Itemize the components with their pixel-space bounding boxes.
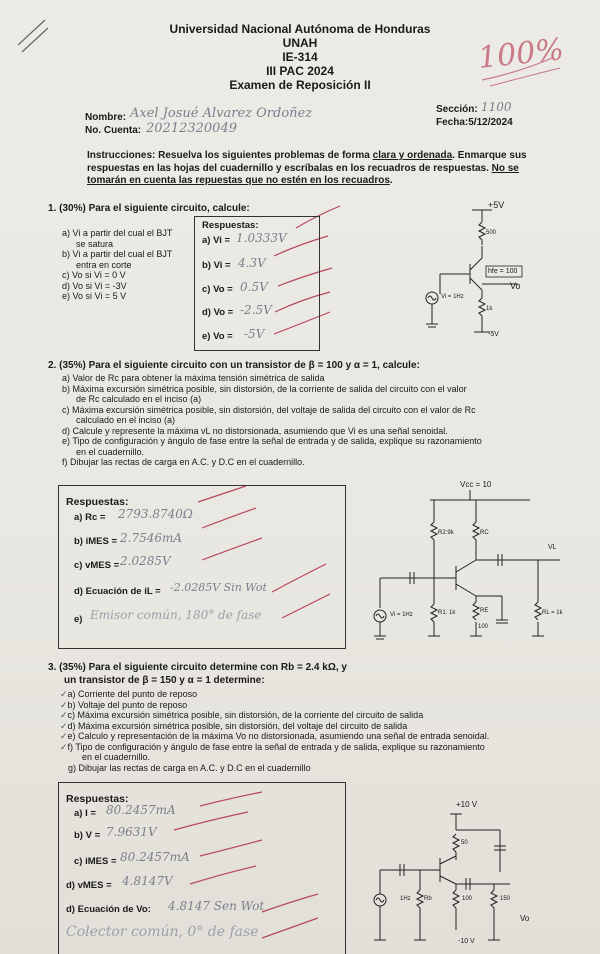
q3-title-line1: 3. (35%) Para el siguiente circuito determine con Rb = 2.4 kΩ, y — [48, 662, 347, 673]
q3-label-c: c) iMES = — [74, 856, 117, 867]
q2-vcc: Vcc = 10 — [460, 480, 492, 489]
section-label: Sección: — [436, 104, 478, 115]
q2-re-value: 100 — [478, 624, 489, 630]
q1-value-c[interactable]: 0.5V — [240, 280, 268, 294]
q3-vi: 1Hz — [400, 896, 411, 902]
q2-rl: RL = 1k — [542, 610, 563, 616]
q2-vl: VL — [548, 544, 557, 551]
q2-vi: Vi = 1Hz — [390, 612, 413, 618]
q1-hfe: hfe = 100 — [488, 268, 518, 275]
q1-value-a[interactable]: 1.0333V — [236, 231, 287, 245]
score-mark: 100% — [476, 32, 566, 76]
section-value: 1100 — [481, 100, 512, 114]
q1-label-a: a) Vi = — [202, 235, 231, 246]
q3-rb: Rb — [424, 896, 432, 902]
period: III PAC 2024 — [266, 64, 334, 78]
q1-value-e[interactable]: -5V — [244, 327, 265, 341]
q1-value-d[interactable]: -2.5V — [240, 303, 272, 317]
q3-value-e[interactable]: 4.8147 Sen Wot — [168, 899, 265, 913]
q2-rc: RC — [480, 530, 489, 536]
university-short: UNAH — [282, 36, 318, 50]
q1-vcc: +5V — [488, 200, 505, 210]
q2-title: 2. (35%) Para el siguiente circuito con un transistor de β = 100 y α = 1, calcule: — [48, 360, 420, 371]
q3-r1: 50 — [461, 840, 468, 846]
q3-answers-title: Respuestas: — [66, 793, 129, 805]
q2-label-a: a) Rc = — [74, 512, 106, 523]
university-title: Universidad Nacional Autónoma de Honduras — [169, 22, 431, 36]
q3-vo: Vo — [520, 914, 530, 923]
q2-label-d: d) Ecuación de iL = — [74, 586, 161, 597]
q1-vo: Vo — [510, 281, 521, 291]
q1-vi: Vi = 1Hz — [441, 294, 464, 300]
q3-value-f[interactable]: Colector común, 0° de fase — [66, 924, 259, 940]
q2-value-c[interactable]: 2.0285V — [120, 554, 171, 568]
q1-vee: -5V — [488, 331, 499, 338]
q2-value-a[interactable]: 2793.8740Ω — [118, 507, 193, 521]
q1-r1: 500 — [486, 230, 497, 236]
q1-label-b: b) Vi = — [202, 260, 231, 271]
q3-label-e: d) Ecuación de Vo: — [66, 904, 151, 915]
name-label: Nombre: — [85, 112, 127, 123]
account-value: 20212320049 — [146, 121, 237, 136]
q3-label-a: a) I = — [74, 808, 96, 819]
q3-title-line2: un transistor de β = 150 y α = 1 determine: — [64, 675, 265, 686]
q2-answers-title: Respuestas: — [66, 496, 129, 508]
q3-re: 100 — [462, 896, 473, 902]
q2-label-e: e) — [74, 614, 83, 625]
q2-label-c: c) vMES = — [74, 560, 120, 571]
name-value: Axel Josué Alvarez Ordoñez — [130, 106, 313, 121]
q2-label-b: b) iMES = — [74, 536, 118, 547]
q2-items: a) Valor de Rc para obtener la máxima tensión simétrica de salida b) Máxima excursión simétrica posible, sin distorsión, de la corriente de salida del circuito con el valor de Rc calculado en el inciso (a) c) Máxima excursión simétrica posible, sin distorsión, del voltaje de salida del circuito con el valor de Rc calculado en el inciso (a) d) Calcule y represente la máxima vL no distorsionada, asumiendo que Vi es una señal senoidal. e) Tipo de configuración y ángulo de fase entre la señal de entrada y de salida, explique su razonamiento en el cuadernillo. f) Dibujar las rectas de carga en A.C. y D.C en el cuadernillo. — [62, 373, 482, 467]
q3-value-b[interactable]: 7.9631V — [106, 825, 157, 839]
q2-r2: R2:9k — [438, 530, 454, 536]
q1-items: a) Vi a partir del cual el BJT se satura b) Vi a partir del cual el BJT entra en corte c) Vo si Vi = 0 V d) Vo si Vi = -3V e) Vo si Vi = 5 V — [62, 228, 173, 301]
q1-label-d: d) Vo = — [202, 307, 234, 318]
q3-value-a[interactable]: 80.2457mA — [106, 803, 176, 817]
q3-value-c[interactable]: 80.2457mA — [120, 850, 190, 864]
q2-re: RE — [480, 608, 489, 614]
q1-r2: 1k — [486, 306, 493, 312]
q2-value-b[interactable]: 2.7546mA — [120, 531, 183, 545]
q3-label-d: d) vMES = — [66, 880, 112, 891]
q2-value-d[interactable]: -2.0285V Sin Wot — [170, 581, 267, 594]
q2-value-e[interactable]: Emisor común, 180° de fase — [90, 608, 262, 622]
date-label: Fecha:5/12/2024 — [436, 117, 513, 128]
q3-vee: -10 V — [458, 938, 475, 945]
q1-title: 1. (30%) Para el siguiente circuito, calcule: — [48, 203, 250, 214]
account-label: No. Cuenta: — [85, 125, 142, 136]
q3-rl: 150 — [500, 896, 511, 902]
q1-label-e: e) Vo = — [202, 331, 233, 342]
course-code: IE-314 — [282, 50, 318, 64]
exam-title: Examen de Reposición II — [229, 78, 371, 92]
q3-vcc: +10 V — [456, 800, 478, 809]
q3-value-d[interactable]: 4.8147V — [122, 874, 173, 888]
q2-r1: R1: 1k — [438, 610, 456, 616]
q1-label-c: c) Vo = — [202, 284, 233, 295]
q1-value-b[interactable]: 4.3V — [238, 256, 266, 270]
q1-answers-title: Respuestas: — [202, 220, 259, 231]
q3-label-b: b) V = — [74, 830, 101, 841]
q3-items: ✓a) Corriente del punto de reposo ✓b) Voltaje del punto de reposo ✓c) Máxima excursión simétrica posible, sin distorsión, de la corriente del circuito de salida ✓d) Máxima excursión simétrica posible, sin distorsión, del voltaje del circuito de salida ✓e) Calculo y representación de la máxima Vo no distorsionada, asumiendo una señal de entrada senoidal. ✓f) Tipo de configuración y ángulo de fase entre la señal de entrada y de salida, explique su razonamiento en el cuadernillo. g) Dibujar las rectas de carga en A.C. y D.C en el cuadernillo — [60, 689, 490, 773]
instructions: Instrucciones: Resuelva los siguientes problemas de forma clara y ordenada. Enmarque sus respuestas en las hojas del cuadernillo y escríbalas en los recuadros de respuestas. No se tomarán en cuenta las repuestas que no estén en los recuadros. — [87, 150, 527, 186]
